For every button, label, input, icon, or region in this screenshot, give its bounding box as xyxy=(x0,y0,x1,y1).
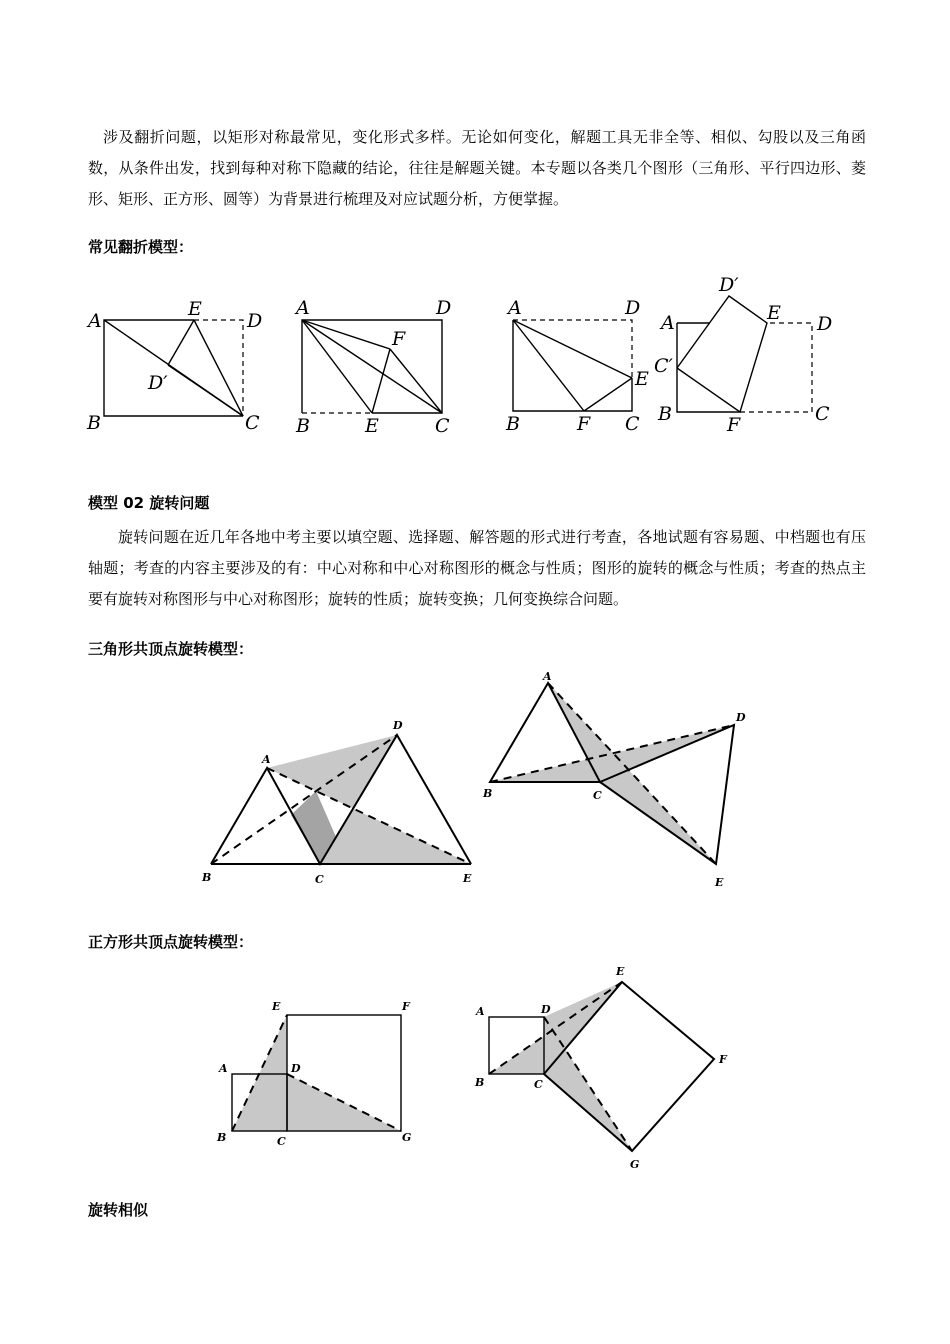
label-D-prime: D′ xyxy=(719,274,739,296)
label-B: B xyxy=(296,415,310,437)
fold-figure-4 xyxy=(654,274,832,436)
label-B: B xyxy=(483,787,493,800)
label-E: E xyxy=(767,302,781,324)
fold-figure-2 xyxy=(294,297,451,437)
label-C: C xyxy=(625,413,640,435)
label-C: C xyxy=(245,412,260,434)
square-figure-2 xyxy=(474,965,728,1171)
heading-model-02: 模型 02 旋转问题 xyxy=(88,494,210,512)
label-E: E xyxy=(365,415,379,437)
label-D: D xyxy=(541,1003,551,1016)
rotation-paragraph: 旋转问题在近几年各地中考主要以填空题、选择题、解答题的形式进行考查，各地试题有容易题、中档题也有压轴题；考查的内容主要涉及的有：中心对称和中心对称图形的概念与性质；图形的旋转的概念与性质；考查的热点主要有旋转对称图形与中心对称图形；旋转的性质；旋转变换；几何变换综合问题。 xyxy=(88,528,866,608)
intro-paragraph: 涉及翻折问题，以矩形对称最常见，变化形式多样。无论如何变化，解题工具无非全等、相似、勾股以及三角函数，从条件出发，找到每种对称下隐藏的结论，往往是解题关键。本专题以各类几个图形（三角形、平行四边形、菱形、矩形、正方形、圆等）为背景进行梳理及对应试题分析，方便掌握。 xyxy=(88,128,866,208)
label-A: A xyxy=(296,297,310,319)
label-D: D xyxy=(247,310,263,332)
label-D: D xyxy=(817,313,833,335)
label-E: E xyxy=(463,872,472,885)
label-E: E xyxy=(616,965,625,978)
label-D: D xyxy=(625,297,641,319)
label-A: A xyxy=(508,297,522,319)
label-D: D xyxy=(393,719,403,732)
label-C: C xyxy=(593,789,602,802)
label-D: D xyxy=(436,297,452,319)
triangle-rotation-figure xyxy=(0,668,950,898)
label-E: E xyxy=(188,298,202,320)
heading-square-rotation: 正方形共顶点旋转模型： xyxy=(88,933,254,951)
label-E: E xyxy=(715,876,724,889)
label-G: G xyxy=(402,1131,412,1144)
label-B: B xyxy=(506,413,520,435)
label-C-prime: C′ xyxy=(654,355,673,377)
label-F: F xyxy=(719,1053,727,1066)
label-F: F xyxy=(577,413,591,435)
label-G: G xyxy=(630,1158,640,1171)
heading-fold-models: 常见翻折模型： xyxy=(88,238,194,256)
label-C: C xyxy=(435,415,450,437)
heading-triangle-rotation: 三角形共顶点旋转模型： xyxy=(88,640,254,658)
label-C: C xyxy=(815,403,830,425)
label-E: E xyxy=(272,1000,281,1013)
square-rotation-figure xyxy=(0,960,950,1180)
label-B: B xyxy=(87,412,101,434)
label-B: B xyxy=(475,1076,485,1089)
label-D-prime: D′ xyxy=(148,372,168,394)
label-A: A xyxy=(88,310,102,332)
fold-figure-1 xyxy=(86,298,262,434)
triangle-figure-2 xyxy=(482,670,746,889)
triangle-figure-1 xyxy=(201,719,472,886)
label-D: D xyxy=(291,1062,301,1075)
label-C: C xyxy=(534,1078,543,1091)
label-C: C xyxy=(315,873,324,886)
heading-rotation-similarity: 旋转相似 xyxy=(88,1201,149,1219)
label-A: A xyxy=(661,312,675,334)
label-F: F xyxy=(402,1000,410,1013)
square-figure-1 xyxy=(216,1000,411,1148)
label-F: F xyxy=(727,414,741,436)
fold-figure-3 xyxy=(505,297,649,435)
label-E: E xyxy=(635,368,649,390)
label-B: B xyxy=(202,871,212,884)
label-A: A xyxy=(219,1062,228,1075)
label-B: B xyxy=(658,403,672,425)
fold-models-figure xyxy=(0,268,950,448)
label-A: A xyxy=(476,1005,485,1018)
label-A: A xyxy=(262,753,271,766)
label-C: C xyxy=(277,1135,286,1148)
label-D: D xyxy=(736,711,746,724)
label-A: A xyxy=(543,670,552,683)
label-B: B xyxy=(217,1131,227,1144)
label-F: F xyxy=(392,328,406,350)
